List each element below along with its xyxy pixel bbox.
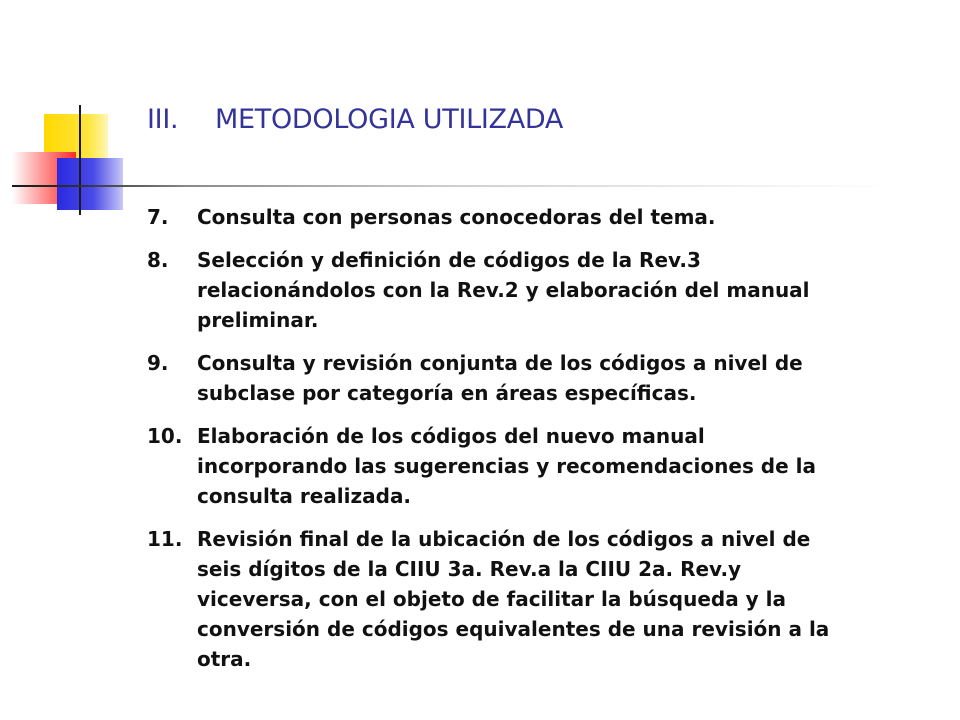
item-text: Revisión final de la ubicación de los códigos a nivel de seis dígitos de la CIIU 3a. Rev.a la CIIU 2a. Rev.y viceversa, con el objeto de facilitar la búsqueda y la conversión de códigos equivalentes de una revisión a la otra. [197,527,830,671]
item-number: 8. [147,248,169,272]
item-number: 11. [147,527,183,551]
slide-title [147,104,563,135]
section-number: III. [147,104,179,135]
vertical-rule [79,105,81,215]
item-number: 9. [147,351,169,375]
item-number: 10. [147,424,183,448]
methodology-list [147,202,837,687]
item-text: Consulta con personas conocedoras del tema. [197,205,716,229]
item-text: Elaboración de los códigos del nuevo manual incorporando las sugerencias y recomendaciones de la consulta realizada. [197,424,817,508]
list-item [147,245,837,335]
decorative-squares-logo [0,0,140,230]
item-text: Consulta y revisión conjunta de los códigos a nivel de subclase por categoría en áreas específicas. [197,351,803,405]
list-item [147,202,837,232]
blue-square [57,158,123,210]
title-underline-rule [12,185,892,187]
item-text: Selección y definición de códigos de la Rev.3 relacionándolos con la Rev.2 y elaboración del manual preliminar. [197,248,810,332]
item-number: 7. [147,205,169,229]
list-item [147,421,837,511]
title-text: METODOLOGIA UTILIZADA [215,104,564,135]
list-item [147,524,837,674]
list-item [147,348,837,408]
